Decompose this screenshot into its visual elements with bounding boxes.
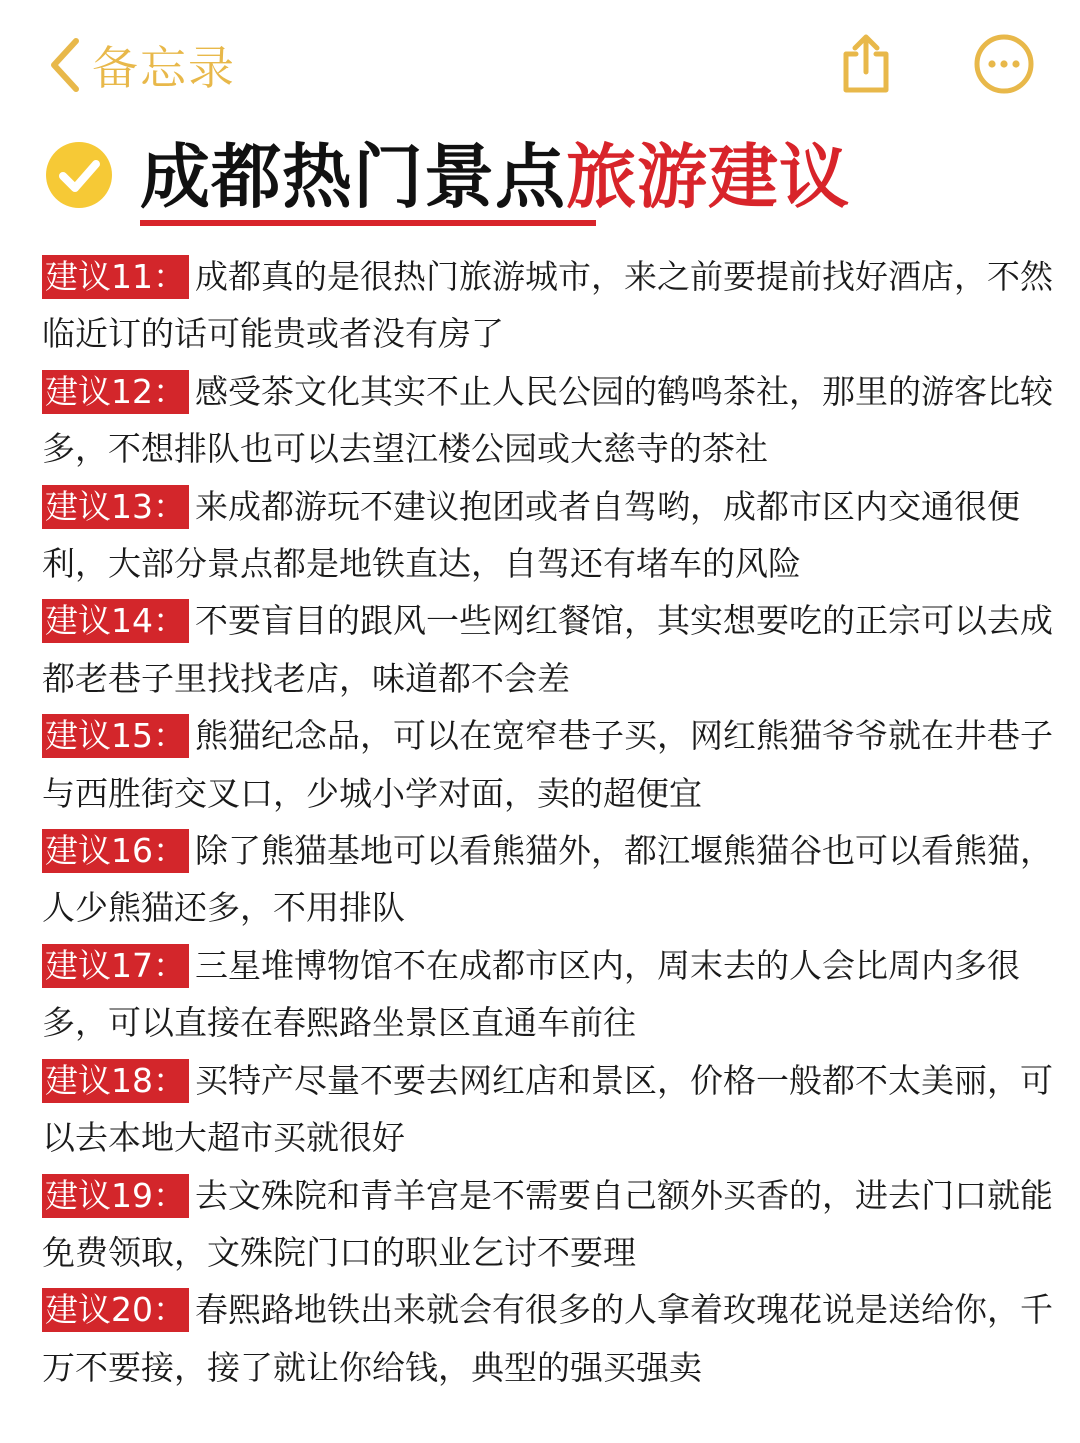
tip-item <box>42 822 1062 937</box>
tip-item <box>42 1281 1062 1396</box>
tip-text: 不要盲目的跟风一些网红餐馆，其实想要吃的正宗可以去成都老巷子里找找老店，味道都不会差 <box>42 601 1053 698</box>
tip-item <box>42 478 1062 593</box>
tip-tag: 建议19： <box>42 1174 189 1218</box>
tip-item <box>42 363 1062 478</box>
tip-text: 去文殊院和青羊宫是不需要自己额外买香的，进去门口就能免费领取，文殊院门口的职业乞讨不要理 <box>42 1175 1053 1272</box>
tip-item <box>42 937 1062 1052</box>
share-button[interactable] <box>836 32 896 96</box>
page-title <box>140 132 850 222</box>
share-icon <box>836 81 896 100</box>
tip-text: 春熙路地铁出来就会有很多的人拿着玫瑰花说是送给你，千万不要接，接了就让你给钱，典型的强买强卖 <box>42 1290 1053 1387</box>
tips-list <box>42 248 1062 1396</box>
tip-item <box>42 1052 1062 1167</box>
tip-tag: 建议14： <box>42 599 189 643</box>
tip-tag: 建议16： <box>42 829 189 873</box>
tip-tag: 建议11： <box>42 255 189 299</box>
tip-tag: 建议20： <box>42 1288 189 1332</box>
tip-text: 感受茶文化其实不止人民公园的鹤鸣茶社，那里的游客比较多，不想排队也可以去望江楼公园或大慈寺的茶社 <box>42 371 1053 469</box>
tip-text: 买特产尽量不要去网红店和景区，价格一般都不太美丽，可以去本地大超市买就很好 <box>42 1060 1053 1158</box>
tip-text: 除了熊猫基地可以看熊猫外，都江堰熊猫谷也可以看熊猫，人少熊猫还多，不用排队 <box>42 831 1053 928</box>
tip-tag: 建议17： <box>42 944 189 988</box>
tip-tag: 建议15： <box>42 714 189 758</box>
tip-item <box>42 592 1062 707</box>
back-label: 备忘录 <box>92 41 236 95</box>
tip-item <box>42 248 1062 363</box>
tip-tag: 建议13： <box>42 485 189 529</box>
tip-item <box>42 707 1062 822</box>
more-button[interactable] <box>972 32 1036 96</box>
tip-text: 三星堆博物馆不在成都市区内，周末去的人会比周内多很多，可以直接在春熙路坐景区直通车前往 <box>42 945 1020 1043</box>
title-underline <box>140 220 596 226</box>
tip-tag: 建议18： <box>42 1059 189 1103</box>
back-button[interactable] <box>48 30 236 100</box>
tip-text: 来成都游玩不建议抱团或者自驾哟，成都市区内交通很便利，大部分景点都是地铁直达，自驾还有堵车的风险 <box>42 486 1020 584</box>
note-title <box>44 132 1044 232</box>
check-circle-icon <box>44 140 114 210</box>
chevron-left-icon <box>48 35 82 95</box>
title-main: 成都热门景点 <box>140 136 566 218</box>
title-highlight: 旅游建议 <box>566 136 850 218</box>
tip-text: 熊猫纪念品，可以在宽窄巷子买，网红熊猫爷爷就在井巷子与西胜街交叉口，少城小学对面，卖的超便宜 <box>42 716 1053 813</box>
tip-text: 成都真的是很热门旅游城市，来之前要提前找好酒店，不然临近订的话可能贵或者没有房了 <box>42 257 1053 354</box>
more-icon <box>972 81 1036 100</box>
tip-item <box>42 1167 1062 1282</box>
nav-bar <box>0 0 1080 120</box>
tip-tag: 建议12： <box>42 370 189 414</box>
